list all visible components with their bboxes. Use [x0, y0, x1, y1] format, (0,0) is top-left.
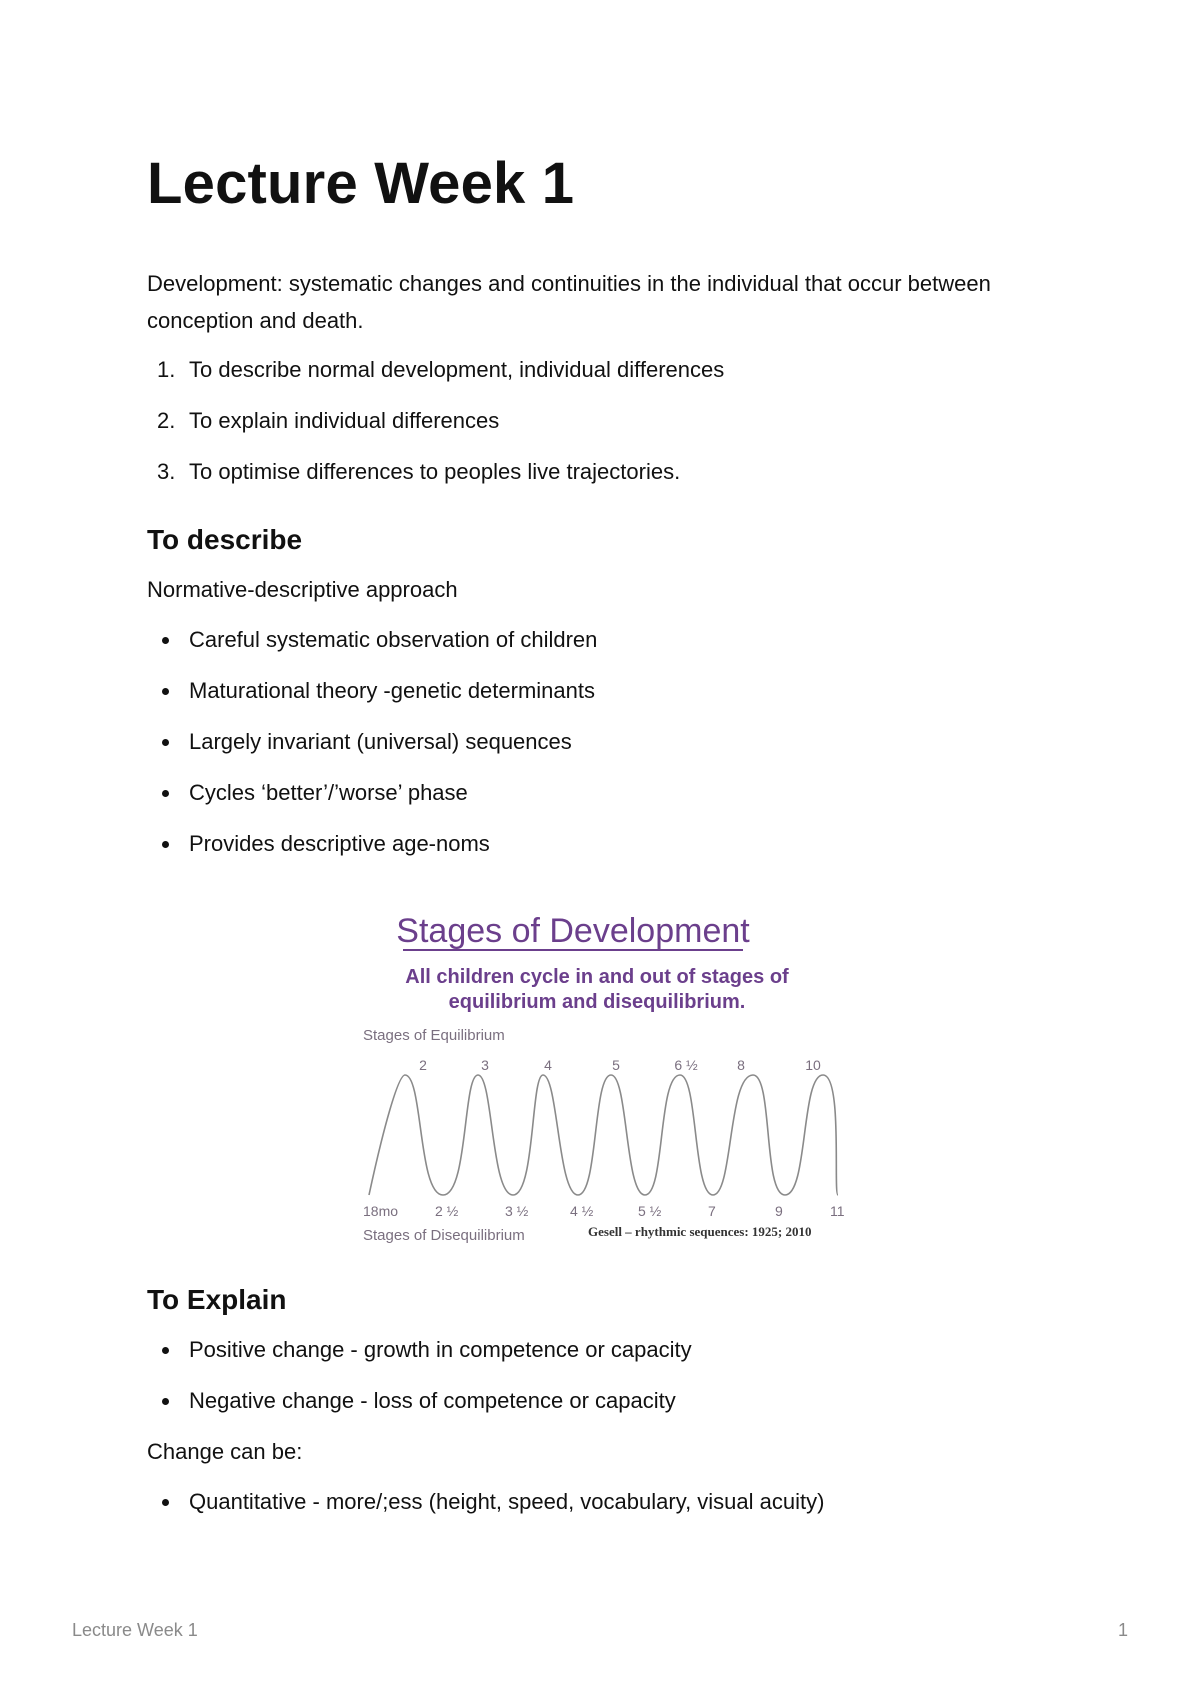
- explain-bullets: [147, 1330, 692, 1432]
- section-heading-explain: To Explain: [147, 1284, 287, 1315]
- figure-citation: Gesell – rhythmic sequences: 1925; 2010: [588, 1224, 812, 1239]
- list-item: 3. To optimise differences to peoples live trajectories.: [157, 459, 681, 484]
- peak-label: 2: [419, 1057, 427, 1073]
- list-item: Provides descriptive age-noms: [147, 824, 597, 875]
- equilibrium-label: Stages of Equilibrium: [363, 1027, 505, 1044]
- list-item: Cycles ‘better’/’worse’ phase: [147, 773, 597, 824]
- peak-label: 6 ½: [674, 1057, 698, 1073]
- stages-of-development-figure: [363, 900, 1043, 1250]
- peak-label: 4: [544, 1057, 552, 1073]
- change-label: Change can be:: [147, 1439, 303, 1464]
- list-item: Largely invariant (universal) sequences: [147, 722, 597, 773]
- equilibrium-wave: [369, 1075, 838, 1195]
- trough-label: 11: [830, 1203, 845, 1219]
- list-item: Careful systematic observation of children: [147, 620, 597, 671]
- peak-label: 10: [805, 1057, 821, 1073]
- stages-diagram: [363, 900, 1043, 1250]
- disequilibrium-label: Stages of Disequilibrium: [363, 1227, 525, 1244]
- list-item: 1. To describe normal development, individual differences: [157, 357, 725, 382]
- figure-subtitle-line2: equilibrium and disequilibrium.: [448, 991, 746, 1013]
- approach-text: Normative-descriptive approach: [147, 577, 458, 602]
- figure-subtitle-line1: All children cycle in and out of stages of: [405, 966, 789, 988]
- page-number: 1: [1117, 1620, 1128, 1640]
- trough-label: 7: [708, 1203, 716, 1219]
- trough-label: 18mo: [363, 1203, 399, 1219]
- describe-bullets: [147, 620, 597, 875]
- trough-label: 5 ½: [638, 1203, 662, 1219]
- definition-paragraph: Development: systematic changes and continuities in the individual that occur between conception and death.: [147, 271, 991, 333]
- list-item: Negative change - loss of competence or capacity: [147, 1381, 692, 1432]
- peak-label: 5: [612, 1057, 620, 1073]
- list-item: Positive change - growth in competence or capacity: [147, 1330, 692, 1381]
- figure-title: Stages of Development: [396, 912, 750, 950]
- peak-label: 3: [481, 1057, 489, 1073]
- footer-document-title: Lecture Week 1: [72, 1620, 198, 1640]
- list-item: Maturational theory -genetic determinants: [147, 671, 597, 722]
- section-heading-describe: To describe: [147, 524, 303, 555]
- trough-label: 3 ½: [505, 1203, 529, 1219]
- peak-label: 8: [737, 1057, 745, 1073]
- list-item: 2. To explain individual differences: [157, 408, 500, 433]
- goals-list: [147, 350, 724, 503]
- list-item: Quantitative - more/;ess (height, speed, vocabulary, visual acuity): [147, 1482, 824, 1533]
- page-title: Lecture Week 1: [147, 151, 575, 216]
- trough-label: 2 ½: [435, 1203, 459, 1219]
- change-bullets: [147, 1482, 824, 1533]
- trough-label: 4 ½: [570, 1203, 594, 1219]
- trough-label: 9: [775, 1203, 783, 1219]
